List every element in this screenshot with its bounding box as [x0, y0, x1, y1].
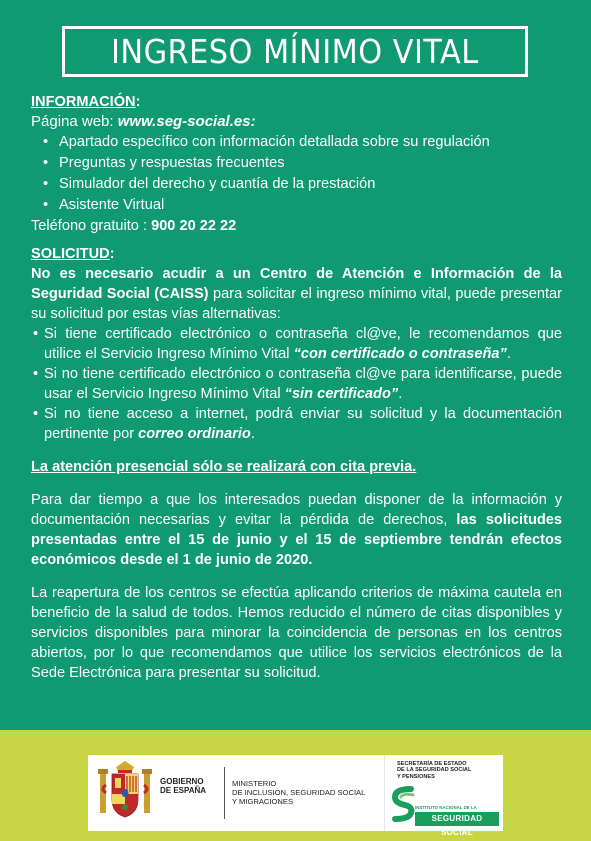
seguridad-social-logo-icon [389, 783, 417, 827]
info-heading-line [31, 92, 562, 112]
info-item: • Simulador del derecho y cuantía de la prestación [31, 174, 562, 195]
solicitud-option [31, 404, 562, 444]
page-title: INGRESO MÍNIMO VITAL [111, 32, 479, 71]
seguridad-social-logo [384, 755, 503, 837]
ministry-line: Y MIGRACIONES [232, 797, 294, 806]
spain-coat-of-arms-icon [96, 761, 154, 825]
info-list [31, 132, 562, 216]
plazo-text: Para dar tiempo a que los interesados puedan disponer de la información y documentación necesarias y evitar la pérdida de derechos, [31, 492, 562, 528]
option-emphasis: “con certificado o contraseña” [293, 346, 507, 362]
solicitud-option [31, 324, 562, 364]
gov-line: GOBIERNO [160, 777, 204, 786]
phone-line [31, 216, 562, 236]
solicitud-heading: SOLICITUD [31, 246, 110, 262]
phone-label: Teléfono gratuito : [31, 218, 152, 234]
info-item: • Preguntas y respuestas frecuentes [31, 153, 562, 174]
gov-line: DE ESPAÑA [160, 786, 207, 795]
ministry-line: MINISTERIO [232, 779, 277, 788]
logo-divider [224, 767, 225, 819]
option-end: . [250, 426, 255, 442]
sec-line: DE LA SEGURIDAD SOCIAL [397, 767, 472, 774]
plazo-paragraph [31, 490, 562, 570]
solicitud-intro-rest: para solicitar el ingreso mínimo vital, puede presentar su solicitud por estas vías alternativas: [31, 286, 563, 322]
reapertura-paragraph: La reapertura de los centros se efectúa aplicando criterios de máxima cautela en beneficio de la salud de todos. Hemos reducido el número de citas disponibles y servicios disponibles para minorar la coincidencia de personas en los centros abiertos, por lo que recomendamos que utilice los servicios electrónicos de la Sede Electrónica para presentar su solicitud. [31, 585, 562, 681]
sec-line: Y PENSIONES [397, 773, 435, 780]
web-line [31, 112, 562, 132]
option-emphasis: correo ordinario [138, 426, 251, 442]
option-text: Si no tiene acceso a internet, podrá enviar su solicitud y la documentación pertinente por [44, 406, 562, 442]
solicitud-intro [31, 264, 562, 324]
cita-previa-notice: La atención presencial sólo se realizará con cita previa. [31, 459, 417, 475]
option-text: Si no tiene certificado electrónico o contraseña cl@ve para identificarse, puede usar el Servicio Ingreso Mínimo Vital [44, 366, 562, 402]
option-end: . [506, 346, 511, 362]
solicitud-heading-line [31, 244, 562, 264]
content [31, 92, 562, 683]
solicitud-intro-bold: No es necesario acudir a un Centro de Atención e Información de la Seguridad Social (CAISS) [31, 266, 562, 302]
ministerio-text [232, 779, 382, 806]
gobierno-logo-text [160, 777, 220, 795]
web-label: Página web: [31, 113, 118, 130]
footer-band [0, 730, 591, 841]
info-heading-colon: : [135, 94, 141, 110]
title-box [62, 26, 528, 77]
solicitud-options [31, 324, 562, 444]
info-heading: INFORMACIÓN [31, 94, 136, 110]
logo-panel [88, 755, 502, 837]
inss-label: INSTITUTO NACIONAL DE LA [415, 805, 477, 810]
plazo-bold: las solicitudes presentadas entre el 15 de junio y el 15 de septiembre tendrán efectos económicos desde el 1 de junio de 2020. [31, 512, 563, 568]
info-item: • Asistente Virtual [31, 195, 562, 216]
sec-line: SECRETARÍA DE ESTADO [397, 761, 467, 767]
seguridad-social-name: SEGURIDAD SOCIAL [415, 812, 499, 826]
secretaria-text [397, 761, 497, 780]
info-item: • Apartado específico con información detallada sobre su regulación [31, 132, 562, 153]
web-url-link[interactable]: www.seg-social.es: [117, 113, 256, 130]
solicitud-heading-colon: : [109, 246, 115, 262]
option-emphasis: “sin certificado” [284, 386, 399, 402]
phone-number[interactable]: 900 20 22 22 [151, 218, 237, 234]
ministry-line: DE INCLUSIÓN, SEGURIDAD SOCIAL [232, 788, 366, 797]
solicitud-option [31, 364, 562, 404]
option-end: . [398, 386, 403, 402]
option-text: Si tiene certificado electrónico o contraseña cl@ve, le recomendamos que utilice el Servicio Ingreso Mínimo Vital [44, 326, 562, 362]
